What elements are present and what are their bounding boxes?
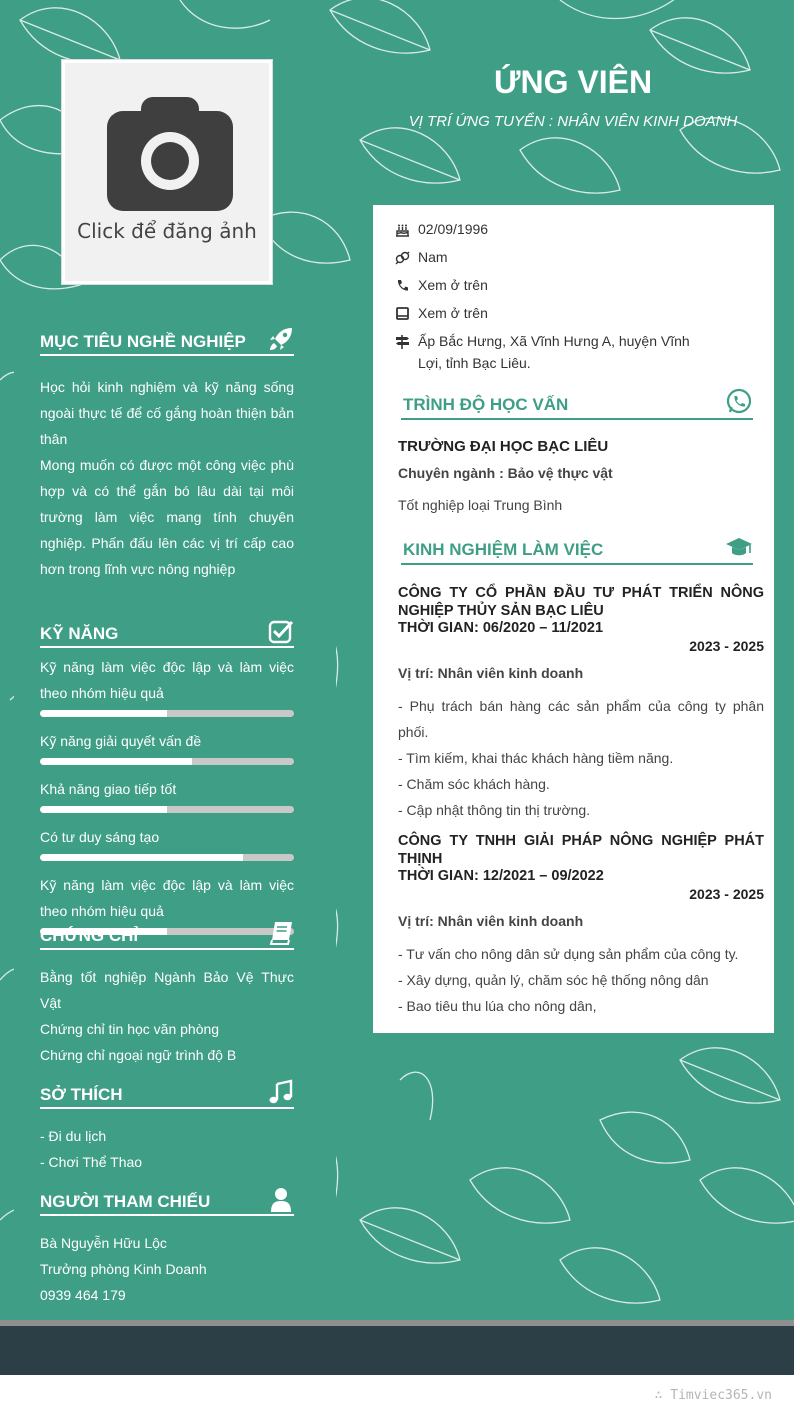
certificate-item: Bằng tốt nghiệp Ngành Bảo Vệ Thực Vật (40, 969, 294, 1011)
duty-item: - Chăm sóc khách hàng. (398, 776, 550, 792)
skills-heading (40, 618, 294, 648)
skills-section (40, 618, 294, 946)
education-major: Chuyên ngành : Bảo vệ thực vật (398, 465, 613, 481)
graduation-cap-icon (725, 533, 753, 561)
skills-title: KỸ NĂNG (40, 624, 119, 643)
job-period: THỜI GIAN: 06/2020 – 11/2021 (398, 620, 604, 636)
skill-bar-fill (40, 710, 167, 717)
certificate-item: Chứng chỉ ngoại ngữ trình độ B (40, 1047, 237, 1063)
skill-label: Kỹ năng giải quyết vấn đề (40, 733, 202, 749)
job-duties (398, 941, 764, 1019)
skills-list (40, 654, 294, 935)
info-gender (395, 246, 745, 268)
hobbies-heading (40, 1079, 294, 1109)
skill-bar-fill (40, 806, 167, 813)
duty-item: - Tư vấn cho nông dân sử dụng sản phẩm của công ty. (398, 946, 739, 962)
reference-heading (40, 1186, 294, 1216)
school-name: TRƯỜNG ĐẠI HỌC BẠC LIÊU (398, 438, 609, 455)
cake-icon (395, 222, 410, 237)
skill-item (40, 824, 294, 861)
duty-item: - Phụ trách bán hàng các sản phẩm của công ty phân phối. (398, 698, 764, 740)
address-value: Ấp Bắc Hưng, Xã Vĩnh Hưng A, huyện Vĩnh Lợi, tỉnh Bạc Liêu. (418, 333, 690, 371)
info-phone (395, 274, 745, 296)
job-company: CÔNG TY CỔ PHẦN ĐẦU TƯ PHÁT TRIỂN NÔNG NGHIỆP THỦY SẢN BẠC LIÊU (398, 585, 764, 619)
phone-icon (395, 278, 410, 293)
reference-phone: 0939 464 179 (40, 1287, 126, 1303)
reference-name: Bà Nguyễn Hữu Lộc (40, 1235, 167, 1251)
objective-section (40, 326, 294, 582)
reference-role: Trưởng phòng Kinh Doanh (40, 1261, 207, 1277)
skill-label: Kỹ năng làm việc độc lập và làm việc theo nhóm hiệu quả (40, 659, 294, 701)
experience-heading (401, 533, 753, 565)
rocket-icon (268, 326, 294, 352)
objective-paragraph-1: Học hỏi kinh nghiệm và kỹ năng sống ngoài thực tế để cố gắng hoàn thiện bản thân (40, 379, 294, 447)
hobbies-section (40, 1079, 294, 1175)
brand-watermark: ∴ Timviec365.vn (654, 1388, 772, 1403)
birthday-value: 02/09/1996 (418, 221, 489, 237)
photo-caption: Click để đăng ảnh (77, 219, 257, 243)
experience-title: KINH NGHIỆM LÀM VIỆC (403, 540, 604, 559)
reference-title: NGƯỜI THAM CHIẾU (40, 1192, 211, 1211)
info-birthday (395, 218, 745, 240)
hobby-item: - Chơi Thể Thao (40, 1154, 143, 1170)
duty-item: - Tìm kiếm, khai thác khách hàng tiềm năng. (398, 750, 674, 766)
candidate-name: ỨNG VIÊN (493, 64, 653, 100)
music-icon (268, 1079, 294, 1105)
job-role: Vị trí: Nhân viên kinh doanh (398, 913, 584, 929)
user-icon (268, 1186, 294, 1212)
footer-band (0, 1326, 794, 1375)
duty-item: - Bao tiêu thu lúa cho nông dân, (398, 998, 597, 1014)
job-role: Vị trí: Nhân viên kinh doanh (398, 665, 584, 681)
objective-paragraph-2: Mong muốn có được một công việc phù hợp và có thể gắn bó lâu dài tại môi trường làm việc mang tính chuyên nghiệp. Phấn đấu lên các vị trí cấp cao hơn trong lĩnh vực nông nghiệp (40, 457, 294, 577)
position-title: VỊ TRÍ ỨNG TUYỂN : NHÂN VIÊN KINH DOANH (408, 113, 738, 130)
info-address (395, 330, 715, 374)
certificates-section (40, 920, 294, 1068)
signpost-icon (395, 334, 410, 349)
objective-heading (40, 326, 294, 356)
certificate-item: Chứng chỉ tin học văn phòng (40, 1021, 220, 1037)
skill-label: Khả năng giao tiếp tốt (40, 781, 177, 797)
skill-bar-fill (40, 854, 243, 861)
certificates-title: CHỨNG CHỈ (40, 926, 139, 945)
gender-icon (395, 250, 410, 265)
hobbies-title: SỞ THÍCH (40, 1085, 123, 1104)
whatsapp-icon (725, 388, 753, 416)
skill-label: Kỹ năng làm việc độc lập và làm việc theo nhóm hiệu quả (40, 877, 294, 919)
education-grade: Tốt nghiệp loại Trung Bình (398, 497, 563, 513)
duty-item: - Cập nhật thông tin thị trường. (398, 802, 591, 818)
camera-icon (107, 97, 233, 211)
hobby-item: - Đi du lịch (40, 1128, 107, 1144)
certificates-heading (40, 920, 294, 950)
job-years: 2023 - 2025 (689, 638, 764, 654)
skill-bar (40, 758, 294, 765)
info-email (395, 302, 745, 324)
education-heading (401, 388, 753, 420)
skill-bar-fill (40, 758, 192, 765)
skill-item (40, 776, 294, 813)
photo-upload[interactable] (62, 60, 272, 284)
email-icon (395, 306, 410, 321)
duty-item: - Xây dựng, quản lý, chăm sóc hệ thống nông dân (398, 972, 709, 988)
skill-label: Có tư duy sáng tạo (40, 829, 160, 845)
job-company: CÔNG TY TNHH GIẢI PHÁP NÔNG NGHIỆP PHÁT THỊNH (398, 833, 764, 867)
education-title: TRÌNH ĐỘ HỌC VẤN (403, 395, 569, 414)
skill-bar (40, 710, 294, 717)
skill-item (40, 654, 294, 717)
skill-bar (40, 854, 294, 861)
checkbox-icon (268, 618, 294, 644)
job-period: THỜI GIAN: 12/2021 – 09/2022 (398, 868, 604, 884)
job-duties (398, 693, 764, 823)
skill-bar (40, 806, 294, 813)
job-years: 2023 - 2025 (689, 886, 764, 902)
email-value: Xem ở trên (418, 305, 488, 321)
skill-item (40, 728, 294, 765)
objective-title: MỤC TIÊU NGHỀ NGHIỆP (40, 332, 246, 351)
gender-value: Nam (418, 249, 448, 265)
reference-section (40, 1186, 294, 1308)
phone-value: Xem ở trên (418, 277, 488, 293)
right-content-card (373, 205, 774, 1033)
book-icon (268, 920, 294, 946)
